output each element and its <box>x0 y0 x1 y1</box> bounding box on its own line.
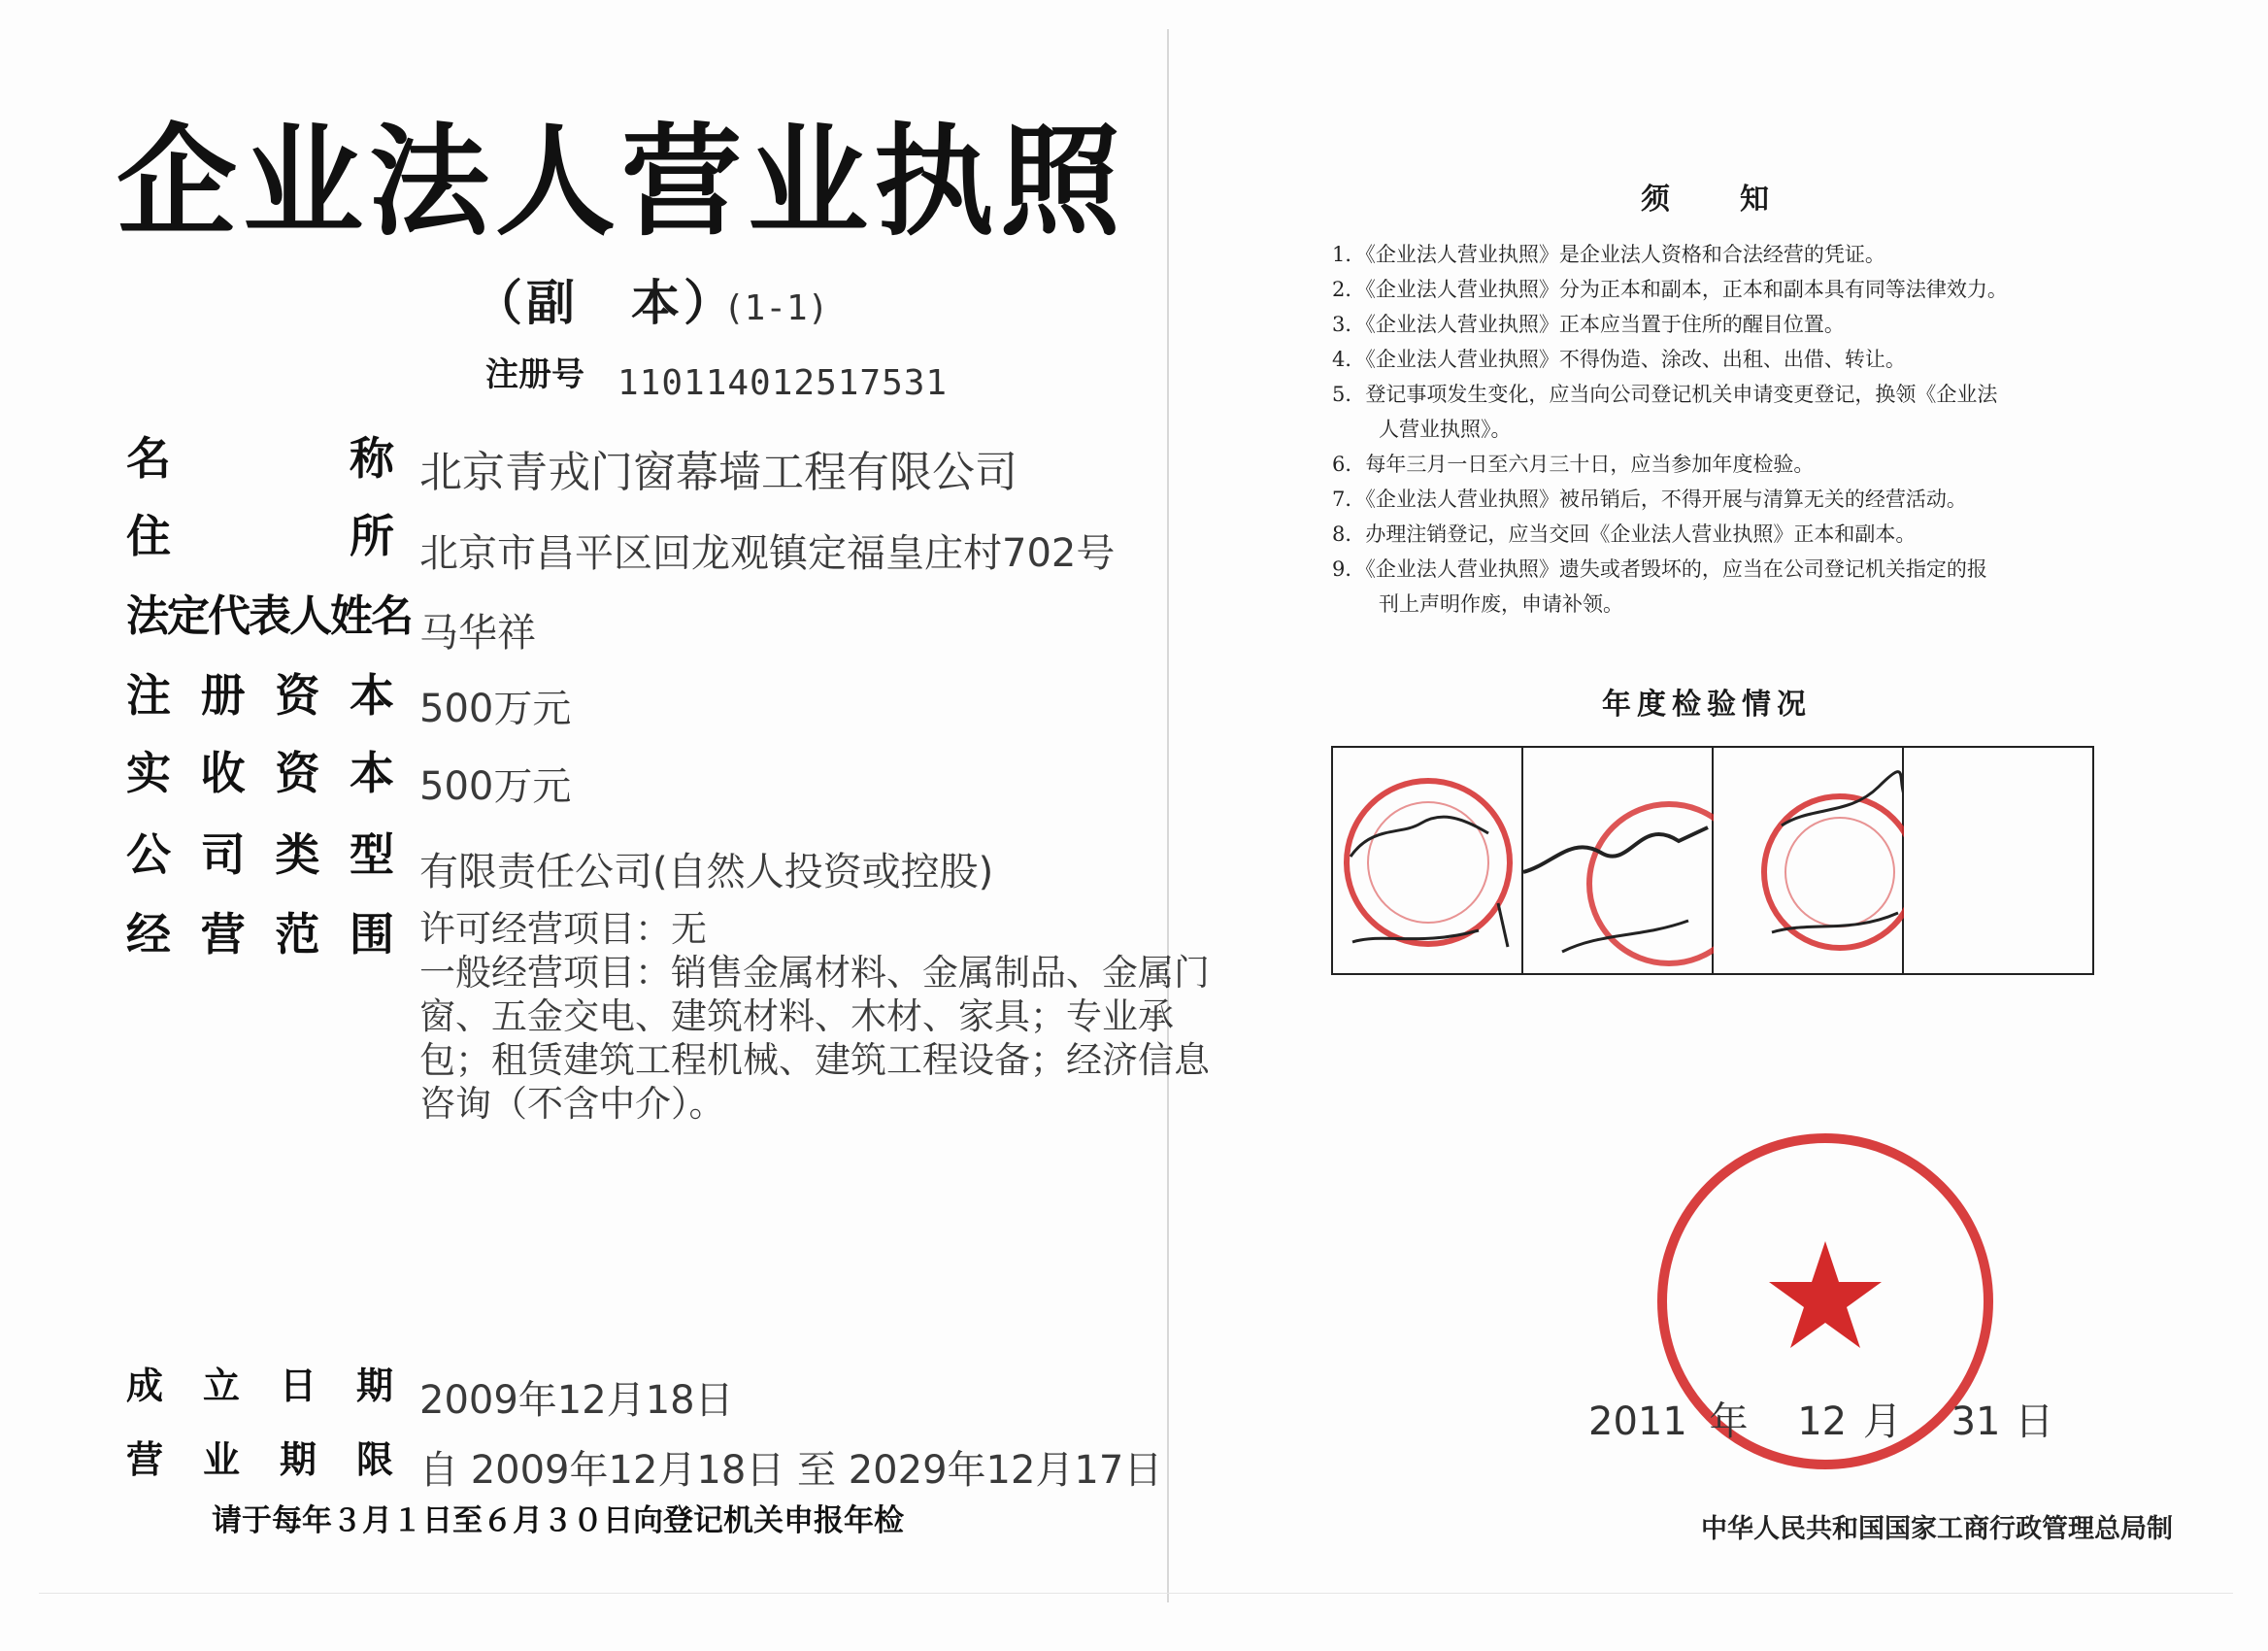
registered-capital-value: 500万元 <box>419 687 572 731</box>
annual-inspection-table <box>1331 746 2094 975</box>
business-term: 自 2009年12月18日 至 2029年12月17日 <box>419 1448 1163 1493</box>
legal-rep-name: 马华祥 <box>419 611 536 656</box>
issue-day: 31 <box>1951 1399 2001 1444</box>
notice-item: 8．办理注销登记，应当交回《企业法人营业执照》正本和副本。 <box>1332 522 1917 546</box>
issue-date: 2011 年 12 月 31 日 <box>1588 1399 2054 1444</box>
notice-item: 5．登记事项发生变化，应当向公司登记机关申请变更登记，换领《企业法 人营业执照》。 <box>1332 383 1998 441</box>
inspection-cell-empty <box>1904 748 2092 973</box>
notice-item: 6．每年三月一日至六月三十日，应当参加年度检验。 <box>1332 453 1815 476</box>
annual-inspection-title: 年度检验情况 <box>1602 688 1812 722</box>
page-edge <box>39 1593 2233 1594</box>
scope-line: 一般经营项目：销售金属材料、金属制品、金属门 <box>419 952 1210 994</box>
scope-line: 许可经营项目：无 <box>419 908 707 950</box>
scope-line: 咨询（不含中介）。 <box>419 1083 725 1125</box>
notice-item: 4．《企业法人营业执照》不得伪造、涂改、出租、出借、转让。 <box>1332 348 1906 371</box>
notice-item: 9．《企业法人营业执照》遗失或者毁坏的，应当在公司登记机关指定的报 刊上声明作废，申请补领。 <box>1332 557 1987 616</box>
legal-rep-label: 法定代表人姓名 <box>126 591 412 641</box>
registered-capital-label: 注册资本 <box>126 669 394 722</box>
notice-item: 7．《企业法人营业执照》被吊销后，不得开展与清算无关的经营活动。 <box>1332 488 1967 511</box>
notice-title: 须知 <box>1641 183 1839 217</box>
issuer-footer: 中华人民共和国国家工商行政管理总局制 <box>1701 1514 2173 1544</box>
company-address: 北京市昌平区回龙观镇定福皇庄村702号 <box>419 531 1116 576</box>
registration-number: 110114012517531 <box>617 363 949 403</box>
company-type-value: 有限责任公司(自然人投资或控股) <box>419 850 994 894</box>
notice-item: 3．《企业法人营业执照》正本应当置于住所的醒目位置。 <box>1332 313 1845 336</box>
paid-capital-value: 500万元 <box>419 764 572 809</box>
scope-line: 包；租赁建筑工程机械、建筑工程设备；经济信息 <box>419 1039 1210 1081</box>
seal-star-icon <box>1769 1241 1882 1348</box>
registration-label: 注册号 <box>485 355 584 394</box>
license-title: 企业法人营业执照 <box>117 113 1127 253</box>
address-label: 住所 <box>126 510 394 562</box>
established-date: 2009年12月18日 <box>419 1378 734 1423</box>
issue-month: 12 <box>1797 1399 1848 1444</box>
inspection-cell-signature <box>1523 748 1714 973</box>
copy-label: （副 本） <box>474 275 736 331</box>
annual-inspection-note: 请于每年３月１日至６月３０日向登记机关申报年检 <box>212 1503 904 1538</box>
fold-line <box>1167 29 1169 1602</box>
established-label: 成立日期 <box>126 1365 393 1407</box>
copy-number: (1-1) <box>723 288 829 328</box>
inspection-stamp-2010 <box>1333 748 1523 973</box>
term-label: 营业期限 <box>126 1438 393 1481</box>
inspection-stamp-2012 <box>1714 748 1904 973</box>
name-label: 名称 <box>126 432 394 485</box>
notice-item: 1．《企业法人营业执照》是企业法人资格和合法经营的凭证。 <box>1332 243 1885 266</box>
inspection-stamp-2011 <box>1523 748 1714 973</box>
company-type-label: 公司类型 <box>126 828 394 881</box>
paid-capital-label: 实收资本 <box>126 747 394 799</box>
company-name: 北京青戎门窗幕墙工程有限公司 <box>419 448 1017 497</box>
notice-list <box>1332 237 2109 622</box>
scope-line: 窗、五金交电、建筑材料、木材、家具；专业承 <box>419 995 1174 1037</box>
business-scope <box>419 907 1254 1126</box>
notice-item: 2．《企业法人营业执照》分为正本和副本，正本和副本具有同等法律效力。 <box>1332 278 2008 301</box>
scope-label: 经营范围 <box>126 908 394 960</box>
inspection-cell-2012 <box>1714 748 1904 973</box>
inspection-cell-2010 <box>1333 748 1523 973</box>
issue-year: 2011 <box>1588 1399 1687 1444</box>
